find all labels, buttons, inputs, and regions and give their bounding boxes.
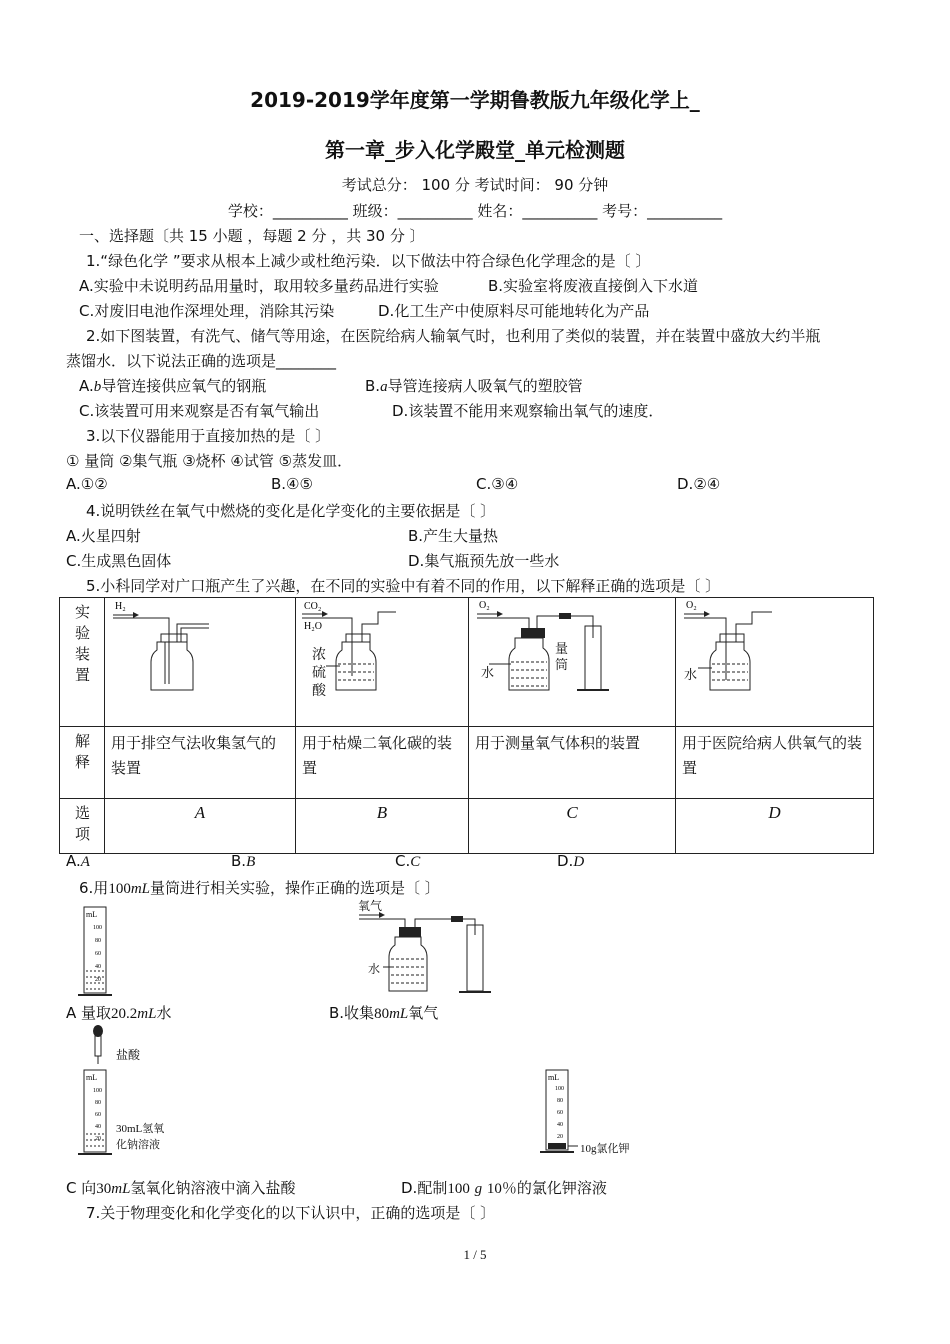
q6-figure-b-apparatus [355,905,495,1000]
q6-figure-a-cylinder [78,905,118,1000]
page-number: 1 / 5 [463,1247,487,1262]
q5-answer-b: B.B [231,852,256,870]
q5-row-header-apparatus: 实验装置 [60,598,105,727]
svg-text:80: 80 [95,938,101,944]
q6-option-c: C 向30mL氢氧化钠溶液中滴入盐酸 [66,1179,296,1197]
gas-label-h2o: H₂O [304,621,322,632]
q5-explanation-c: 用于测量氧气体积的装置 [469,727,676,799]
svg-text:100: 100 [555,1086,564,1092]
apparatus-d-diagram [676,598,866,722]
gas-label-co2: CO₂ [304,601,322,612]
q6-figure-c-apparatus [78,1024,118,1159]
q6-option-b: B.收集80mL氧气 [329,1004,439,1022]
q5-explanation-b: 用于枯燥二氧化碳的装置 [296,727,469,799]
svg-text:40: 40 [95,964,101,970]
apparatus-a-diagram [105,598,295,722]
q2-option-a: A.b导管连接供应氧气的钢瓶 [79,377,267,395]
q5-row-header-explanation: 解释 [60,727,105,799]
label-cylinder: 量筒 [555,642,569,673]
exam-info: 考试总分： 100 分 考试时间： 90 分钟 [341,176,609,194]
q5-option-b: B [296,799,469,854]
q5-answer-c: C.C [395,852,421,870]
title-line-2: 第一章_步入化学殿堂_单元检测题 [325,138,625,162]
svg-text:40: 40 [557,1122,563,1128]
gas-label-h2: H₂ [115,601,126,612]
q6-label-naoh-2: 化钠溶液 [116,1139,160,1151]
q6-option-d: D.配制100 g 10％的氯化钾溶液 [401,1179,607,1197]
svg-text:100: 100 [93,1088,102,1094]
q3-stem: 3.以下仪器能用于直接加热的是〔 〕 [86,427,331,445]
q5-apparatus-d [676,598,874,727]
q3-items: ① 量筒 ②集气瓶 ③烧杯 ④试管 ⑤蒸发皿． [66,452,353,470]
svg-text:80: 80 [95,1100,101,1106]
gas-label-o2-d: O₂ [686,600,697,611]
q3-option-a: A.①② [66,475,108,493]
q2-stem-line1: 2.如下图装置，有洗气、储气等用途，在医院给病人输氧气时，也利用了类似的装置，并在装置中盛放大约半瓶 [86,327,821,345]
q2-stem-line2: 蒸馏水．以下说法正确的选项是________ [66,352,337,370]
q6-label-naoh-1: 30mL氢氧 [116,1123,165,1135]
svg-text:20: 20 [95,977,101,983]
q6-label-kcl: 10g氯化钾 [580,1143,630,1155]
q3-option-d: D.②④ [677,475,721,493]
q5-apparatus-c [469,598,676,727]
q5-explanation-d: 用于医院给病人供氧气的装置 [676,727,874,799]
q4-option-b: B.产生大量热 [408,527,499,545]
svg-text:mL: mL [86,1073,98,1082]
q4-option-a: A.火星四射 [66,527,141,545]
q6-label-oxygen: 氧气 [358,899,383,913]
title-line-1: 2019-2019学年度第一学期鲁教版九年级化学上_ [250,88,700,112]
q5-table [59,597,874,854]
q2-option-c: C.该装置可用来观察是否有氧气输出 [79,402,320,420]
q5-stem: 5.小科同学对广口瓶产生了兴趣，在不同的实验中有着不同的作用，以下解释正确的选项是〔 〕 [86,577,721,595]
svg-text:80: 80 [557,1098,563,1104]
svg-text:20: 20 [557,1134,563,1140]
q5-answer-d: D.D [557,852,585,870]
svg-text:20: 20 [95,1136,101,1142]
q4-stem: 4.说明铁丝在氧气中燃烧的变化是化学变化的主要依据是〔 〕 [86,502,496,520]
q1-option-d: D.化工生产中使原料尽可能地转化为产品 [378,302,650,320]
svg-text:40: 40 [95,1124,101,1130]
svg-text:60: 60 [95,1112,101,1118]
label-water-d: 水 [684,668,698,683]
q6-figure-d-cylinder [540,1068,580,1158]
q3-option-c: C.③④ [476,475,519,493]
q5-option-d: D [676,799,874,854]
q2-option-b: B.a导管连接病人吸氧气的塑胶管 [365,377,583,395]
q2-option-d: D.该装置不能用来观察输出氧气的速度． [392,402,664,420]
q5-answer-a: A.A [66,852,90,870]
q7-stem: 7.关于物理变化和化学变化的以下认识中，正确的选项是〔 〕 [86,1204,496,1222]
q6-option-a: A 量取20.2mL水 [66,1004,172,1022]
q3-option-b: B.④⑤ [271,475,313,493]
apparatus-c-diagram [469,598,675,722]
q6-stem: 6.用100mL量筒进行相关实验，操作正确的选项是〔 〕 [79,879,440,897]
svg-text:100: 100 [93,925,102,931]
q1-stem: 1.“绿色化学 ”要求从根本上减少或杜绝污染．以下做法中符合绿色化学理念的是〔 〕 [86,252,651,270]
q6-label-water: 水 [368,962,381,976]
svg-text:mL: mL [548,1073,560,1082]
q1-option-b: B.实验室将废液直接倒入下水道 [488,277,699,295]
gas-label-o2-c: O₂ [479,600,490,611]
label-water-c: 水 [481,666,495,681]
q4-option-c: C.生成黑色固体 [66,552,172,570]
svg-text:mL: mL [86,910,98,919]
svg-text:60: 60 [557,1110,563,1116]
q5-apparatus-b [296,598,469,727]
q4-option-d: D.集气瓶预先放一些水 [408,552,560,570]
svg-text:60: 60 [95,951,101,957]
q1-option-c: C.对废旧电池作深埋处理，消除其污染 [79,302,335,320]
q6-label-hcl: 盐酸 [116,1048,141,1062]
q5-explanation-a: 用于排空气法收集氢气的装置 [105,727,296,799]
q5-option-c: C [469,799,676,854]
q5-row-header-option: 选项 [60,799,105,854]
label-concentrated-acid: 浓硫酸 [312,647,326,699]
section-heading: 一、选择题〔共 15 小题 ，每题 2 分 ，共 30 分 〕 [79,227,425,245]
q1-option-a: A.实验中未说明药品用量时，取用较多量药品进行实验 [79,277,439,295]
q5-option-a: A [105,799,296,854]
student-info: 学校：__________ 班级：__________ 姓名：__________ 考号：__________ [227,202,723,220]
q5-apparatus-a [105,598,296,727]
